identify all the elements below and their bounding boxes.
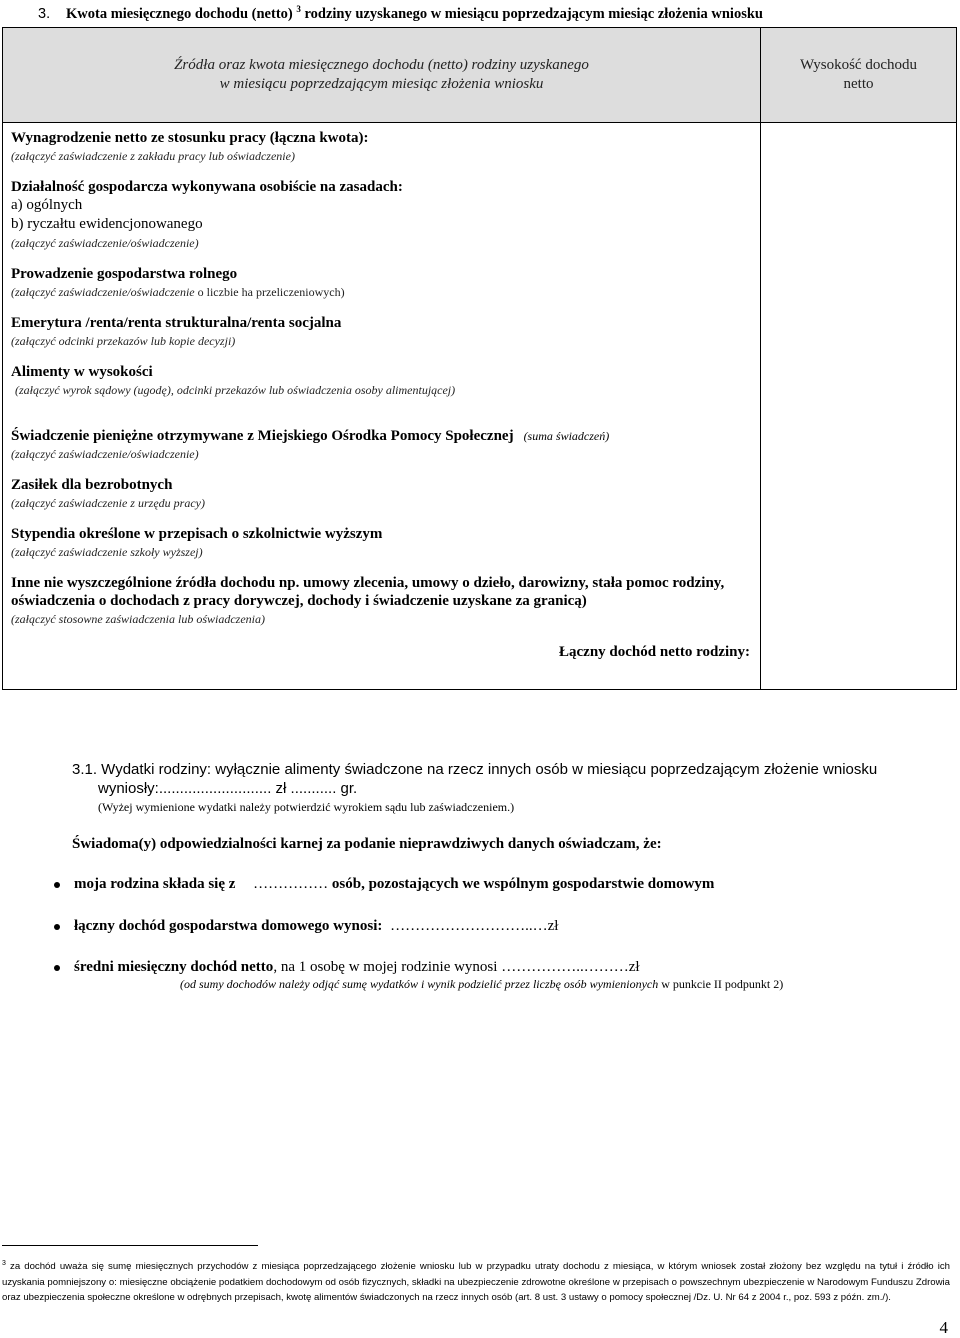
total-label: Łączny dochód netto rodziny: — [559, 644, 750, 660]
row-farm — [11, 265, 752, 301]
section-title-rest: rodziny uzyskanego w miesiącu poprzedzającym miesiąc złożenia wniosku — [304, 5, 763, 22]
row-note: (załączyć stosowne zaświadczenia lub oświadczenia) — [11, 612, 265, 626]
row-title: Działalność gospodarcza wykonywana osobiście na zasadach: — [11, 179, 403, 195]
row-note: (załączyć zaświadczenie szkoły wyższej) — [11, 545, 203, 559]
declaration-title: Świadoma(y) odpowiedzialności karnej za podanie nieprawdziwych danych oświadczam, że: — [72, 836, 662, 852]
income-amount-cell[interactable] — [761, 123, 957, 690]
bullet-family-size — [54, 876, 714, 893]
header-sources — [3, 28, 761, 123]
row-title: Inne nie wyszczególnione źródła dochodu np. umowy zlecenia, umowy o dzieło, darowizny, stała pomoc rodziny, oświadczenia o dochodach z pracy dorywczej, dochody i świadczenie uzyskane za granicą) — [11, 575, 725, 609]
header-sources-line1: Źródła oraz kwota miesięcznego dochodu (netto) rodziny uzyskanego — [174, 57, 589, 73]
row-note-upright: o liczbie ha przeliczeniowych) — [197, 285, 345, 299]
footnote-divider — [2, 1245, 258, 1246]
table-body-row — [3, 123, 957, 690]
row-title: Prowadzenie gospodarstwa rolnego — [11, 266, 238, 282]
bullet2-text-a: łączny dochód gospodarstwa domowego wynosi: — [74, 918, 383, 934]
row-title: Świadczenie pieniężne otrzymywane z Miejskiego Ośrodka Pomocy Społecznej — [11, 428, 514, 444]
expenses-section — [72, 760, 952, 816]
row-title: Emerytura /renta/renta strukturalna/renta socjalna — [11, 315, 342, 331]
footnote-number: 3 — [2, 1260, 6, 1267]
page-number: 4 — [939, 1318, 948, 1337]
row-option-b: b) ryczałtu ewidencjonowanego — [11, 216, 203, 232]
bullet-household-income — [54, 918, 558, 935]
subnote-upright: w punkcie II podpunkt 2) — [658, 977, 784, 991]
header-amount-line2: netto — [843, 76, 874, 92]
subnote-text: (od sumy dochodów należy odjąć sumę wydatków i wynik podzielić przez liczbę osób wymienionych — [180, 977, 659, 991]
footnote — [2, 1256, 950, 1306]
row-business — [11, 178, 752, 252]
section-number: 3. — [38, 5, 51, 22]
header-amount — [761, 28, 957, 123]
bullet1-dots[interactable]: …………… — [253, 876, 329, 892]
row-note: (załączyć zaświadczenie/oświadczenie — [11, 285, 195, 299]
bullet3-text-b: , na 1 osobę w mojej rodzinie wynosi — [273, 959, 498, 975]
bullet3-currency: zł — [628, 959, 640, 975]
row-note: (załączyć zaświadczenie z zakładu pracy lub oświadczenie) — [11, 149, 295, 163]
row-note: (załączyć odcinki przekazów lub kopie decyzji) — [11, 334, 236, 348]
row-pension — [11, 314, 752, 350]
row-social-benefit — [11, 427, 752, 463]
row-title: Zasiłek dla bezrobotnych — [11, 477, 173, 493]
bullet1-text-b: osób, pozostających we wspólnym gospodarstwie domowym — [331, 876, 715, 892]
row-other — [11, 574, 752, 628]
bullet-icon — [54, 882, 60, 888]
bullet-icon — [54, 924, 60, 930]
bullet-average-income — [54, 959, 640, 976]
bullet3-text-a: średni miesięczny dochód netto — [74, 959, 274, 975]
row-note: (załączyć zaświadczenie z urzędu pracy) — [11, 496, 205, 510]
expenses-note: (Wyżej wymienione wydatki należy potwierdzić wyrokiem sądu lub zaświadczeniem.) — [98, 800, 515, 814]
row-option-a: a) ogólnych — [11, 197, 83, 213]
bullet-icon — [54, 965, 60, 971]
income-sources-cell — [3, 123, 761, 690]
row-salary — [11, 129, 752, 165]
row-title: Wynagrodzenie netto ze stosunku pracy (łączna kwota): — [11, 130, 369, 146]
row-title: Stypendia określone w przepisach o szkolnictwie wyższym — [11, 526, 383, 542]
average-income-note — [180, 977, 783, 992]
footnote-text: za dochód uważa się sumę miesięcznych przychodów z miesiąca poprzedzającego złożenie wniosku lub w przypadku utraty dochodu z miesiąca, w którym wniosek został złożony bez względu na tytuł i źródło ich uzyskania pomniejszony o: miesięczne obciążenie podatkiem dochodowym od osób fizycznych, składki na ubezpieczenie zdrowotne określone w przepisach o powszechnym ubezpieczenie w Narodowym Funduszu Zdrowia oraz ubezpieczenia społeczne określone w odrębnych przepisach, kwotę alimentów świadczonych na rzecz innych osób (art. 8 ust. 3 ustawy o pomocy społecznej /Dz. U. Nr 64 z 2004 r., poz. 593 z późn. zm./). — [2, 1261, 950, 1304]
row-note: (załączyć wyrok sądowy (ugodę), odcinki przekazów lub oświadczenia osoby alimentującej) — [15, 383, 456, 397]
row-note: (załączyć zaświadczenie/oświadczenie) — [11, 236, 199, 250]
row-alimony — [11, 363, 752, 399]
footnote-ref: 3 — [296, 4, 301, 14]
bullet2-dots[interactable]: ………………………..… — [390, 918, 548, 934]
bullet1-text-a: moja rodzina składa się z — [74, 876, 236, 892]
row-note: (załączyć zaświadczenie/oświadczenie) — [11, 447, 199, 461]
section-heading — [38, 4, 763, 23]
row-inline-note: (suma świadczeń) — [523, 429, 610, 443]
expenses-line2: wyniosły:........................... zł ........... gr. — [98, 780, 358, 797]
bullet2-currency: zł — [547, 918, 559, 934]
income-table — [2, 27, 957, 690]
row-unemployment — [11, 476, 752, 512]
row-scholarship — [11, 525, 752, 561]
expenses-line1: 3.1. Wydatki rodziny: wyłącznie alimenty świadczone na rzecz innych osób w miesiącu poprzedzającym złożenie wniosku — [72, 761, 878, 778]
section-title: Kwota miesięcznego dochodu (netto) — [66, 5, 293, 22]
bullet3-dots[interactable]: ……………..……… — [501, 959, 629, 975]
table-header-row — [3, 28, 957, 123]
header-amount-line1: Wysokość dochodu — [800, 57, 917, 73]
row-title: Alimenty w wysokości — [11, 364, 153, 380]
header-sources-line2: w miesiącu poprzedzającym miesiąc złożenia wniosku — [219, 76, 544, 92]
